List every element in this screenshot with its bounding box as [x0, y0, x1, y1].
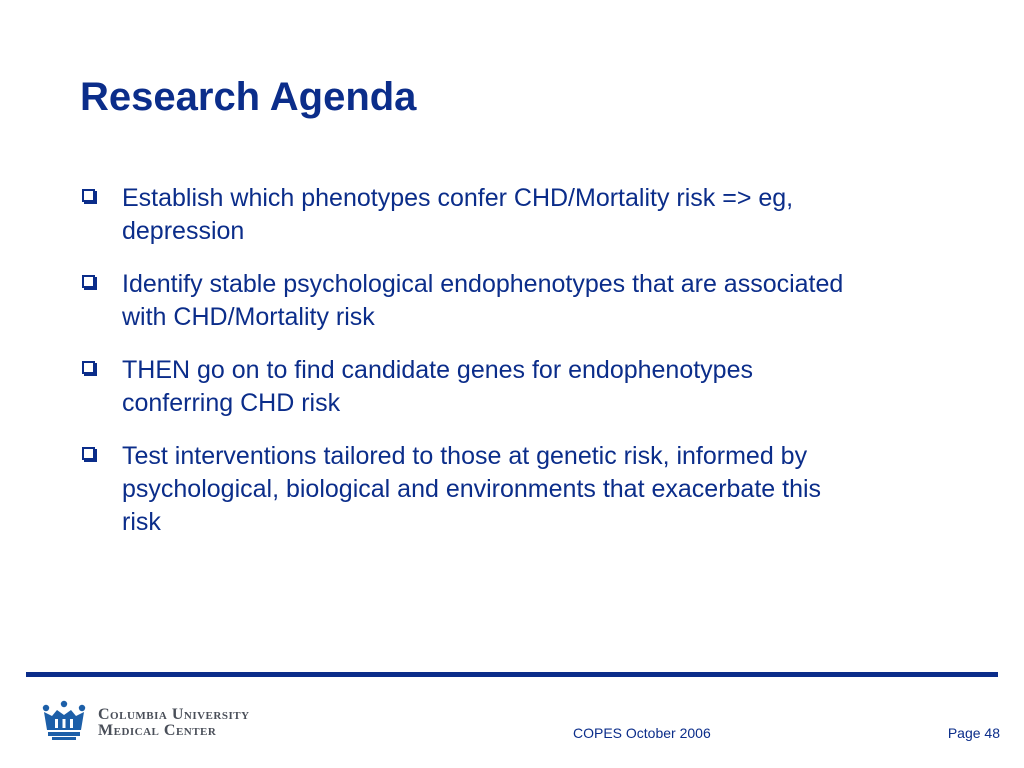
bullet-text: Test interventions tailored to those at genetic risk, informed by psychological, biological and environments that exacerbate this risk — [122, 442, 822, 536]
slide-title: Research Agenda — [80, 75, 417, 119]
bullet-text: Identify stable psychological endophenotypes that are associated with CHD/Mortality risk — [122, 270, 844, 331]
bullet-item — [80, 354, 860, 420]
checkbox-bullet-icon — [82, 189, 95, 202]
bullet-text: THEN go on to find candidate genes for endophenotypes conferring CHD risk — [122, 356, 753, 417]
bullet-item — [80, 440, 860, 539]
page-number: Page 48 — [947, 725, 1000, 741]
checkbox-bullet-icon — [82, 361, 95, 374]
footer-divider — [26, 672, 998, 677]
footer-event-label: COPES October 2006 — [573, 725, 711, 741]
university-logo — [40, 700, 270, 742]
logo-line-center: Medical Center — [98, 722, 217, 739]
bullet-item — [80, 268, 860, 334]
bullet-text: Establish which phenotypes confer CHD/Mortality risk => eg, depression — [122, 184, 794, 245]
bullet-list — [80, 182, 860, 559]
bullet-item — [80, 182, 860, 248]
checkbox-bullet-icon — [82, 447, 95, 460]
logo-line-university: Columbia University — [98, 706, 250, 723]
crown-icon — [40, 700, 88, 742]
logo-wordmark — [98, 707, 250, 739]
checkbox-bullet-icon — [82, 275, 95, 288]
